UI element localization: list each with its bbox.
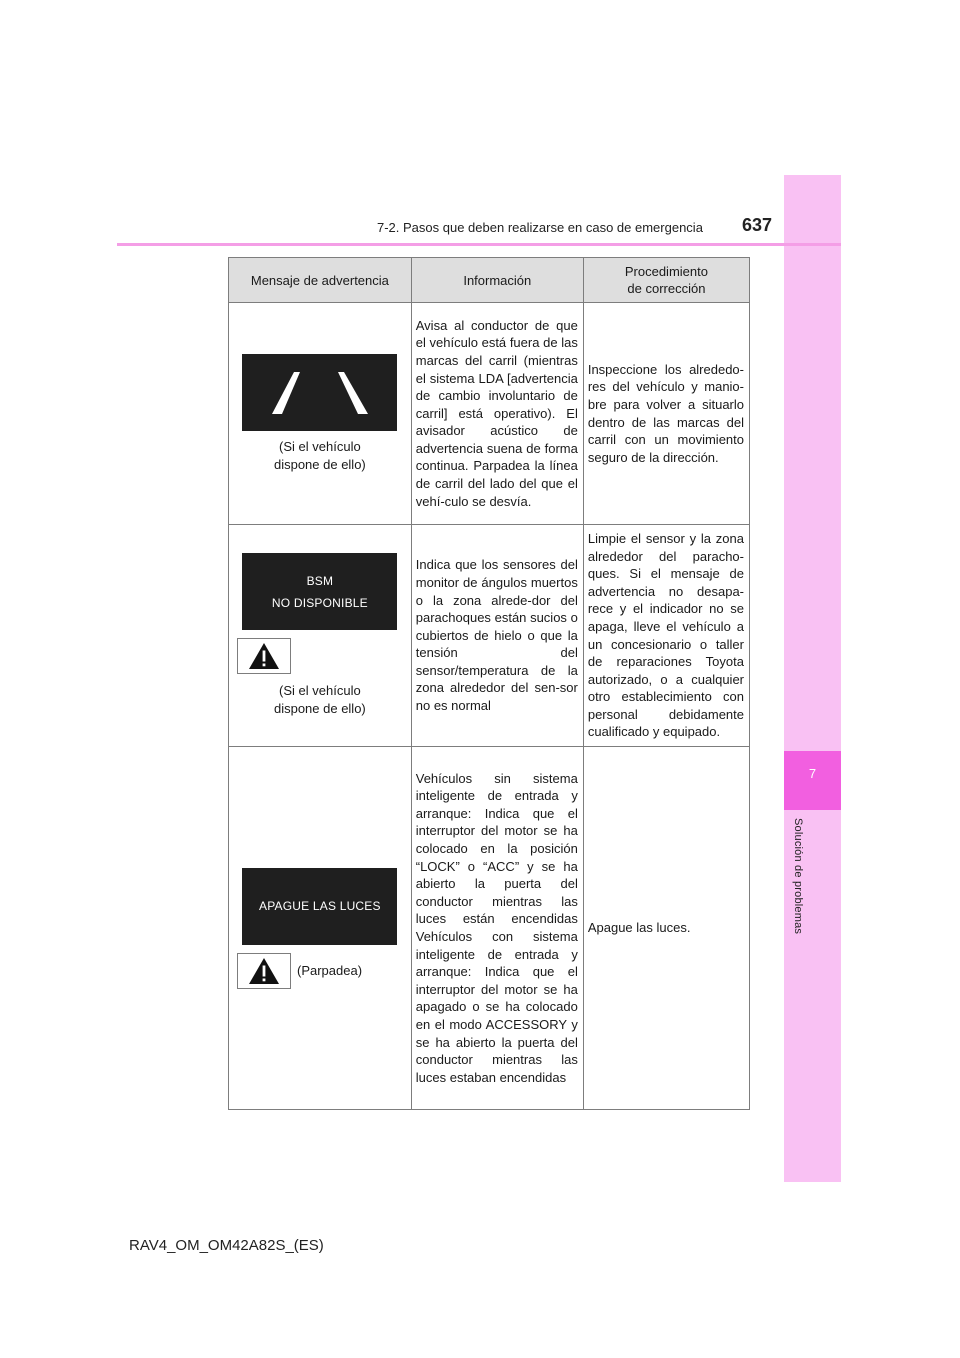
procedure-cell: Limpie el sensor y la zona alrededor del paracho-ques. Si el mensaje de advertencia no desapa-rece y el indicador no se apaga, lleve el vehículo a un concesionario o taller de reparaciones Toyota autorizado, o a cualquier otro establecimiento con personal debidamente cualificado y equipado. [583,525,749,747]
lights-on-display [242,868,397,945]
availability-note: (Si el vehículo dispone de ello) [273,438,366,472]
model-code: RAV4_OM_OM42A82S_(ES) [129,1237,324,1254]
information-cell: Indica que los sensores del monitor de ángulos muertos o la zona alrede-dor del parachoques están sucios o cubiertos de hielo o que la tensión del sensor/temperatura de la zona alrededor del sen-sor no es normal [411,525,583,747]
warning-triangle-icon [248,642,280,670]
warning-message-cell [229,525,412,747]
page-number: 637 [742,215,773,235]
table-header-row [229,258,750,303]
header-divider [117,243,841,246]
warning-triangle-icon [248,957,280,985]
chapter-side-tab [784,175,841,1182]
header-procedure-line2: de corrección [627,281,706,296]
header-procedure [583,258,749,303]
warning-message-cell [229,747,412,1110]
availability-note: (Si el vehículo dispone de ello) [273,683,366,716]
header-procedure-line1: Procedimiento [624,264,708,279]
header-message: Mensaje de advertencia [229,258,412,303]
procedure-cell: Apague las luces. [583,747,749,1110]
screen-text-line1: BSM [306,573,334,588]
warning-message-cell [229,303,412,525]
section-title: 7-2. Pasos que deben realizarse en caso de emergencia [377,220,703,235]
lane-departure-display [242,354,397,431]
procedure-cell: Inspeccione los alrededo-res del vehículo y manio-bre para volver a situarlo dentro de las marcas del carril con un movimiento seguro de la dirección. [583,303,749,525]
screen-text-line2: NO DISPONIBLE [271,595,368,610]
lane-lines-icon [242,354,397,431]
bsm-unavailable-display [242,553,397,630]
chapter-number: 7 [808,766,817,781]
screen-text-line1: APAGUE LAS LUCES [259,899,381,913]
table-row [229,303,750,525]
flashing-indicator-row [237,953,403,989]
chapter-label: Solución de problemas [792,818,804,935]
table-row [229,525,750,747]
master-warning-indicator [237,638,291,674]
warning-message-table [228,257,750,1110]
information-cell: Avisa al conductor de que el vehículo está fuera de las marcas del carril (mientras el sistema LDA [advertencia de cambio involuntario de carril] está operativo). El avisador acústico de advertencia suena de forma continua. Parpadea la línea de carril del lado del que el vehí-culo se desvía. [411,303,583,525]
master-warning-indicator [237,953,291,989]
header-information: Información [411,258,583,303]
table-row [229,747,750,1110]
flashing-note: (Parpadea) [297,962,363,978]
information-cell: Vehículos sin sistema inteligente de entrada y arranque: Indica que el interruptor del motor se ha colocado en la posición “LOCK” o “ACC” y se ha abierto la puerta del conductor mientras las luces están encendidas Vehículos con sistema inteligente de entrada y arranque: Indica que el interruptor del motor se ha apagado o se ha colocado en el modo ACCESSORY y se ha abierto la puerta del conductor mientras las luces estaban encendidas [411,747,583,1110]
